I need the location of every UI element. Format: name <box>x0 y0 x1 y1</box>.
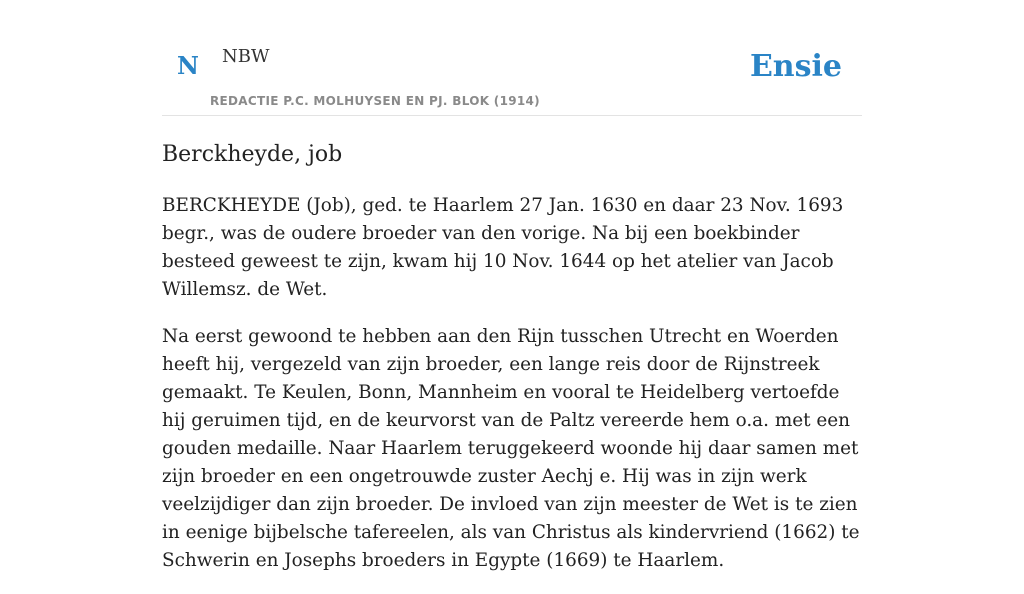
page-header <box>162 0 862 116</box>
article-title: Berckheyde, job <box>162 142 343 167</box>
source-title-link[interactable]: NBW <box>222 46 270 67</box>
article-body <box>162 192 862 594</box>
source-subtitle: REDACTIE P.C. MOLHUYSEN EN PJ. BLOK (1914) <box>210 94 540 108</box>
article-paragraph: BERCKHEYDE (Job), ged. te Haarlem 27 Jan. 1630 en daar 23 Nov. 1693 begr., was de oudere broeder van den vorige. Na bij een boekbinder besteed geweest te zijn, kwam hij 10 Nov. 1644 op het atelier van Jacob Willemsz. de Wet. <box>162 195 844 300</box>
brand-logo-link[interactable]: Ensie <box>749 49 842 84</box>
page-container <box>162 0 862 571</box>
article-paragraph: Na eerst gewoond te hebben aan den Rijn tusschen Utrecht en Woerden heeft hij, vergezeld van zijn broeder, een lange reis door de Rijnstreek gemaakt. Te Keulen, Bonn, Mannheim en vooral te Heidelberg vertoefde hij geruimen tijd, en de keurvorst van de Paltz vereerde hem o.a. met een gouden medaille. Naar Haarlem teruggekeerd woonde hij daar samen met zijn broeder en een ongetrouwde zuster Aechj e. Hij was in zijn werk veelzijdiger dan zijn broeder. De invloed van zijn meester de Wet is te zien in eenige bijbelsche tafereelen, als van Christus als kindervriend (1662) te Schwerin en Josephs broeders in Egypte (1669) te Haarlem. <box>162 326 860 571</box>
source-logo-icon[interactable]: N <box>177 51 199 80</box>
